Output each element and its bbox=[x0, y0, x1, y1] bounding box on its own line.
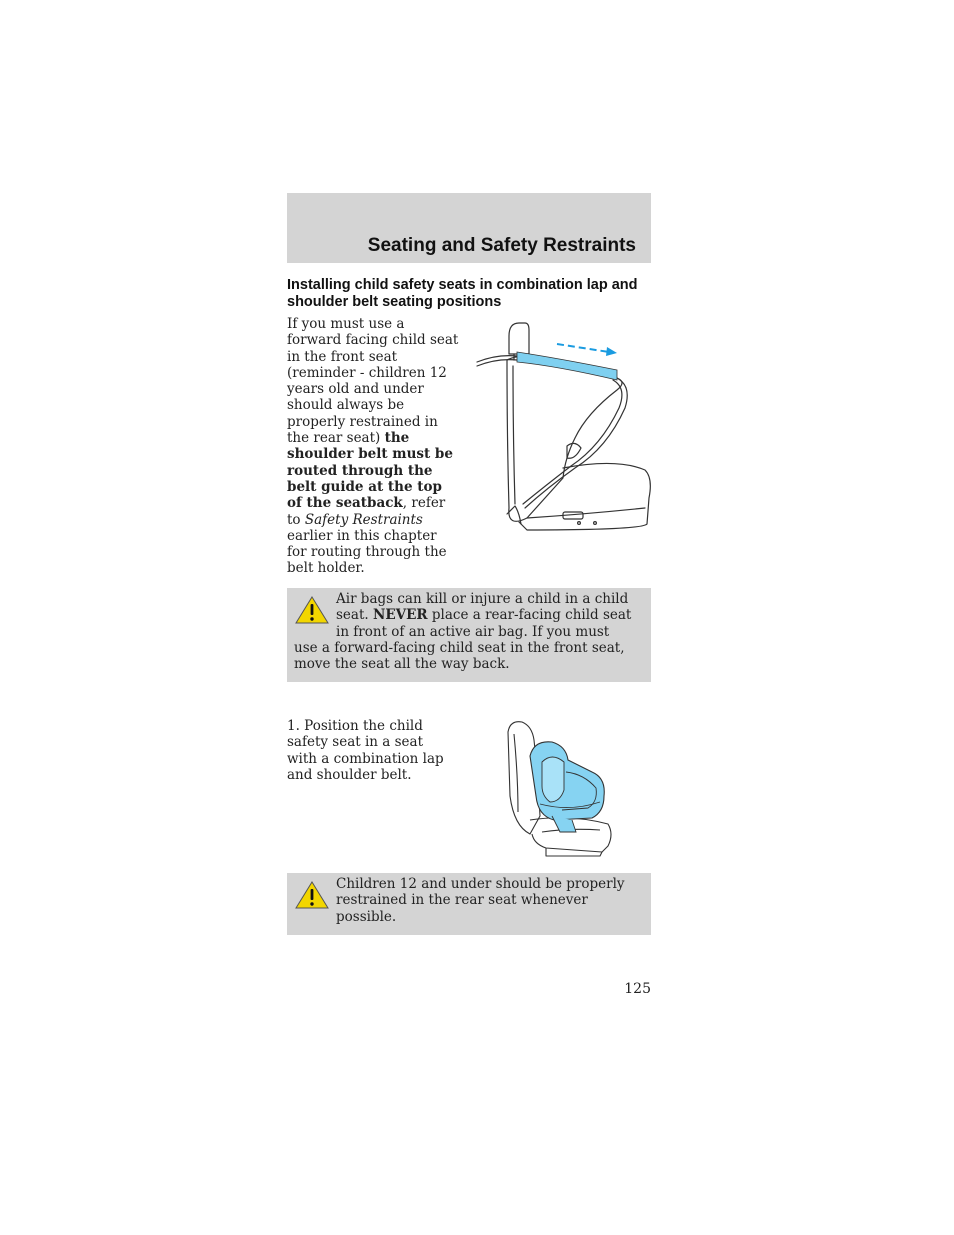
airbag-warning-box bbox=[287, 588, 651, 682]
instruction-paragraph bbox=[287, 316, 459, 577]
paragraph-bold-text: the shoulder belt must be routed through the belt guide at the top of the seatback bbox=[287, 430, 453, 512]
section-title: Seating and Safety Restraints bbox=[367, 235, 636, 256]
warning-text-part: place a rear-facing child seat in front of an active air bag. If you must use a forward-facing child seat in the front seat, move the seat all the way back. bbox=[294, 607, 632, 673]
warning-emphasis: NEVER bbox=[372, 607, 428, 624]
page-number: 125 bbox=[624, 981, 651, 997]
step-1-text: 1. Position the child safety seat in a seat with a combination lap and shoulder belt. bbox=[287, 718, 444, 783]
rear-seat-warning-box bbox=[287, 873, 651, 935]
paragraph-text: If you must use a forward facing child seat in the front seat (reminder - children 12 years old and under should always be properly restrained in the rear seat) bbox=[287, 316, 459, 447]
subheading: Installing child safety seats in combination lap and shoulder belt seating positions bbox=[287, 277, 638, 310]
seat-belt-guide-illustration bbox=[467, 318, 657, 536]
warning-triangle-icon bbox=[294, 880, 330, 910]
cross-reference: Safety Restraints bbox=[304, 511, 423, 528]
warning-triangle-icon bbox=[294, 595, 330, 625]
warning-text-part: Air bags can kill or injure a child in a child seat. bbox=[336, 591, 629, 624]
warning-text bbox=[294, 591, 637, 672]
section-header bbox=[287, 193, 651, 263]
child-seat-illustration bbox=[500, 716, 620, 858]
paragraph-text: earlier in this chapter for routing through the belt holder. bbox=[287, 527, 447, 577]
warning-text: Children 12 and under should be properly restrained in the rear seat whenever possible. bbox=[336, 876, 625, 925]
paragraph-text: , refer to bbox=[287, 495, 446, 528]
